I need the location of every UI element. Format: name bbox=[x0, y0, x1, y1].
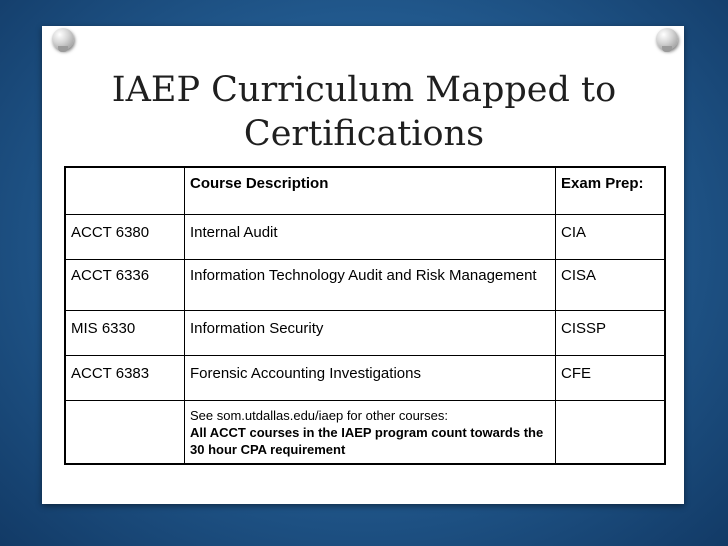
pushpin-icon bbox=[656, 28, 678, 50]
course-description: Forensic Accounting Investigations bbox=[185, 356, 556, 401]
course-code: MIS 6330 bbox=[65, 311, 185, 356]
course-code: ACCT 6380 bbox=[65, 215, 185, 260]
exam-prep: CISSP bbox=[556, 311, 666, 356]
note-bold-text: All ACCT courses in the IAEP program count towards the 30 hour CPA requirement bbox=[190, 425, 544, 457]
empty-cell bbox=[556, 401, 666, 465]
table-row bbox=[65, 356, 665, 401]
note-cell bbox=[185, 401, 556, 465]
header-cell: Exam Prep: bbox=[556, 167, 666, 215]
course-description: Information Security bbox=[185, 311, 556, 356]
table-row bbox=[65, 311, 665, 356]
course-description: Internal Audit bbox=[185, 215, 556, 260]
curriculum-table bbox=[64, 166, 666, 465]
slide-title: IAEP Curriculum Mapped to Certifications bbox=[111, 70, 617, 154]
pushpin-icon bbox=[52, 28, 74, 50]
table-row bbox=[65, 260, 665, 311]
empty-cell bbox=[65, 401, 185, 465]
course-code: ACCT 6336 bbox=[65, 260, 185, 311]
header-cell: Course Description bbox=[185, 167, 556, 215]
exam-prep: CIA bbox=[556, 215, 666, 260]
course-description: Information Technology Audit and Risk Management bbox=[185, 260, 556, 311]
course-code: ACCT 6383 bbox=[65, 356, 185, 401]
table-header-row bbox=[65, 167, 665, 215]
note-text: See som.utdallas.edu/iaep for other courses: bbox=[190, 408, 448, 423]
exam-prep: CISA bbox=[556, 260, 666, 311]
header-cell bbox=[65, 167, 185, 215]
table-note-row bbox=[65, 401, 665, 465]
exam-prep: CFE bbox=[556, 356, 666, 401]
table-row bbox=[65, 215, 665, 260]
